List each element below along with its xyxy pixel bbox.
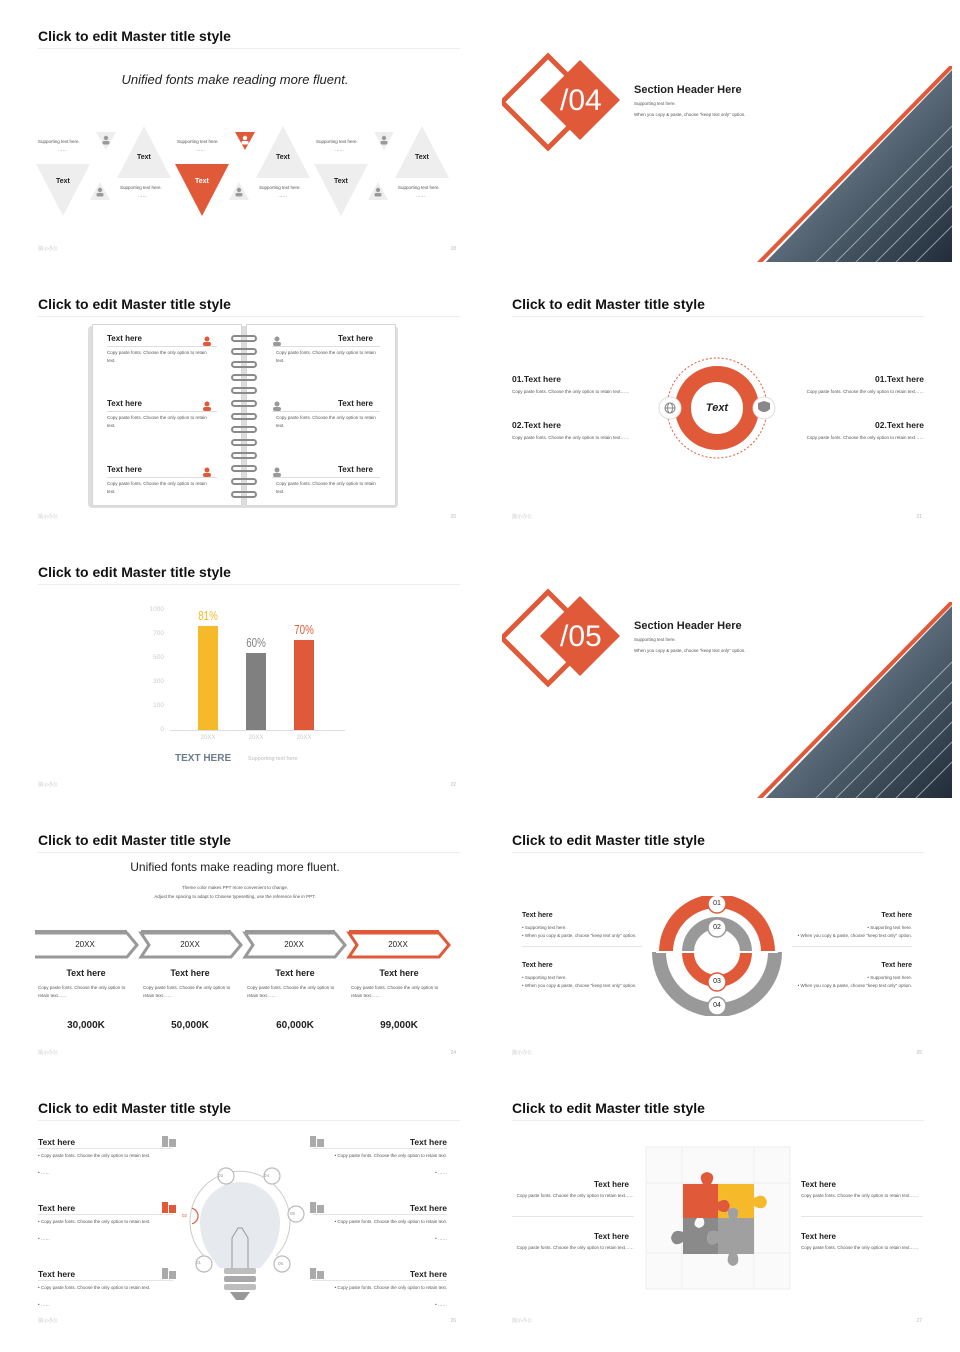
supporting-5: Supporting text here. bbox=[316, 139, 358, 144]
x-tick-label: 20XX bbox=[248, 735, 264, 741]
right-body-1: Copy paste fonts. Choose the only option to retain text…… bbox=[801, 1193, 919, 1198]
ring-label-4: 04 bbox=[713, 1002, 721, 1009]
left-body-2: Copy paste fonts. Choose the only option to retain text…… bbox=[516, 1245, 634, 1250]
left-b2-3: • …… bbox=[38, 1302, 50, 1307]
left-b1-3: • Copy paste fonts. Choose the only option to retain text. bbox=[38, 1285, 151, 1290]
footer: 演示办公 bbox=[38, 1318, 59, 1324]
step-year-4: 20XX bbox=[388, 940, 408, 949]
title-rule bbox=[38, 316, 460, 317]
user-icons-right bbox=[272, 336, 284, 486]
tri-text-4: Text bbox=[276, 154, 290, 161]
dots-4: …… bbox=[278, 193, 287, 198]
section-line2: When you copy & paste, choose "keep text only" option. bbox=[634, 648, 746, 653]
section-number: /05 bbox=[560, 620, 602, 653]
slide-25[interactable] bbox=[502, 812, 952, 1066]
slide-title: Click to edit Master title style bbox=[38, 296, 231, 312]
right-heading-1: Text here bbox=[801, 1180, 836, 1189]
step-head-2: Text here bbox=[170, 968, 210, 978]
section-05[interactable] bbox=[502, 544, 952, 798]
dots-5: …… bbox=[335, 147, 344, 152]
left-heading-3: Text here bbox=[107, 465, 142, 474]
right-heading-1: Text here bbox=[409, 1137, 447, 1147]
right-b2-3: • …… bbox=[435, 1302, 447, 1307]
chart-label: TEXT HERE bbox=[175, 753, 232, 764]
right-body-2: Copy paste fonts. Choose the only option to retain text. bbox=[276, 415, 376, 428]
slide-title: Click to edit Master title style bbox=[512, 296, 705, 312]
supporting-2: Supporting text here. bbox=[120, 185, 162, 190]
left-heading-2: Text here bbox=[522, 962, 553, 969]
section-header: Section Header Here bbox=[634, 620, 742, 632]
footer: 演示办公 bbox=[512, 1050, 533, 1056]
node-1: 01 bbox=[196, 1260, 202, 1265]
step-head-1: Text here bbox=[66, 968, 106, 978]
y-tick-label: 100 bbox=[153, 702, 164, 709]
right-b1-2: • Supporting text here. bbox=[867, 975, 912, 980]
title-rule bbox=[512, 316, 924, 317]
left-heading-2: Text here bbox=[107, 399, 142, 408]
title-rule bbox=[512, 852, 924, 853]
bar bbox=[246, 653, 266, 730]
tri-text-5: Text bbox=[334, 178, 348, 185]
left-heading-2: Text here bbox=[38, 1203, 76, 1213]
triangle-down-2 bbox=[175, 164, 229, 216]
node-5: 05 bbox=[290, 1211, 296, 1216]
right-b2-1: • …… bbox=[435, 1170, 447, 1175]
right-b2-2: • …… bbox=[435, 1236, 447, 1241]
slide-number: 20 bbox=[450, 514, 456, 520]
slide-number: 18 bbox=[450, 246, 456, 252]
y-tick-label: 0 bbox=[160, 726, 164, 733]
footer: 演示办公 bbox=[38, 782, 59, 788]
section-header: Section Header Here bbox=[634, 84, 742, 96]
slide-title: Click to edit Master title style bbox=[38, 28, 231, 44]
center-text: Text bbox=[705, 402, 729, 414]
title-rule bbox=[512, 1120, 924, 1121]
right-body-2: Copy paste fonts. Choose the only option to retain text…… bbox=[801, 1245, 919, 1250]
right-b1-1: • Supporting text here. bbox=[867, 925, 912, 930]
node-2: 02 bbox=[182, 1213, 188, 1218]
right-b1-3: • Copy paste fonts. Choose the only option to retain text. bbox=[334, 1285, 447, 1290]
x-tick-label: 20XX bbox=[296, 735, 312, 741]
bar-value-label: 70% bbox=[294, 622, 314, 638]
step-value-2: 50,000K bbox=[171, 1020, 209, 1031]
building-photo bbox=[748, 602, 952, 798]
right-heading-1: 01.Text here bbox=[875, 374, 924, 384]
right-body-3: Copy paste fonts. Choose the only option to retain text. bbox=[276, 481, 376, 494]
slide-number: 21 bbox=[916, 514, 922, 520]
left-b2-2: • When you copy & paste, choose "keep text only" option. bbox=[522, 983, 637, 988]
title-rule bbox=[38, 852, 460, 853]
left-body-3: Copy paste fonts. Choose the only option to retain text. bbox=[107, 481, 207, 494]
right-heading-2: Text here bbox=[409, 1203, 447, 1213]
supporting-1: Supporting text here. bbox=[38, 139, 80, 144]
right-heading-1: Text here bbox=[881, 912, 912, 919]
left-heading-2: 02.Text here bbox=[512, 420, 561, 430]
building-icons-right bbox=[310, 1136, 326, 1286]
step-year-3: 20XX bbox=[284, 940, 304, 949]
dots-3: …… bbox=[196, 147, 205, 152]
left-body-1: Copy paste fonts. Choose the only option to retain text…… bbox=[512, 389, 630, 394]
left-heading-1: 01.Text here bbox=[512, 374, 561, 384]
left-heading-1: Text here bbox=[522, 912, 553, 919]
slide-title: Click to edit Master title style bbox=[512, 1100, 705, 1116]
ring-label-1: 01 bbox=[713, 900, 721, 907]
triangle-down-3 bbox=[314, 164, 368, 216]
left-body-1: Copy paste fonts. Choose the only option to retain text…… bbox=[516, 1193, 634, 1198]
right-heading-2: Text here bbox=[881, 962, 912, 969]
slide-24[interactable] bbox=[10, 812, 460, 1066]
tri-text-3: Text bbox=[195, 178, 209, 185]
tri-text-6: Text bbox=[415, 154, 429, 161]
right-body-1: Copy paste fonts. Choose the only option to retain text…… bbox=[806, 389, 924, 394]
desc-line1: Theme color makes PPT more convenient to change. bbox=[181, 885, 289, 890]
title-rule bbox=[38, 584, 460, 585]
slide-18[interactable] bbox=[10, 8, 460, 262]
footer: 演示办公 bbox=[38, 1050, 59, 1056]
slide-22[interactable] bbox=[10, 544, 460, 798]
ring-diagram bbox=[652, 896, 782, 1016]
left-b2-1: • When you copy & paste, choose "keep text only" option. bbox=[522, 933, 637, 938]
building-icons-left bbox=[162, 1136, 178, 1286]
tri-text-2: Text bbox=[137, 154, 151, 161]
right-b1-1: • Copy paste fonts. Choose the only option to retain text. bbox=[334, 1153, 447, 1158]
ring-label-3: 03 bbox=[713, 978, 721, 985]
slide-20[interactable] bbox=[10, 276, 460, 530]
dots-2: …… bbox=[138, 193, 147, 198]
step-value-3: 60,000K bbox=[276, 1020, 314, 1031]
y-tick-label: 300 bbox=[153, 678, 164, 685]
bar-value-label: 81% bbox=[198, 608, 218, 624]
slide-title: Click to edit Master title style bbox=[38, 832, 231, 848]
dots-1: …… bbox=[58, 147, 67, 152]
chart-supporting: Supporting text here bbox=[248, 756, 298, 762]
section-04[interactable] bbox=[502, 8, 952, 262]
title-rule bbox=[38, 48, 460, 49]
section-line2: When you copy & paste, choose "keep text only" option. bbox=[634, 112, 746, 117]
section-number: /04 bbox=[560, 84, 602, 117]
footer: 演示办公 bbox=[512, 514, 533, 520]
left-body-2: Copy paste fonts. Choose the only option to retain text…… bbox=[512, 435, 630, 440]
right-b1-2: • Copy paste fonts. Choose the only option to retain text. bbox=[334, 1219, 447, 1224]
spiral-binding bbox=[230, 334, 258, 504]
tri-text-1: Text bbox=[56, 178, 70, 185]
section-line1: Supporting text here. bbox=[634, 101, 676, 106]
left-b1-2: • Supporting text here. bbox=[522, 975, 567, 980]
puzzle-graphic bbox=[645, 1146, 791, 1290]
dots-6: …… bbox=[416, 193, 425, 198]
left-b2-2: • …… bbox=[38, 1236, 50, 1241]
subtitle: Unified fonts make reading more fluent. bbox=[121, 72, 349, 87]
step-value-1: 30,000K bbox=[67, 1020, 105, 1031]
step-body-4: Copy paste fonts. Choose the only option to retain text…… bbox=[351, 985, 439, 998]
x-tick-label: 20XX bbox=[200, 735, 216, 741]
right-heading-2: Text here bbox=[801, 1232, 836, 1241]
supporting-3: Supporting text here. bbox=[177, 139, 219, 144]
y-tick-label: 1000 bbox=[149, 606, 164, 613]
left-heading-1: Text here bbox=[107, 334, 142, 343]
right-heading-3: Text here bbox=[338, 465, 373, 474]
bar bbox=[198, 626, 218, 730]
slide-21[interactable] bbox=[502, 276, 952, 530]
slide-number: 27 bbox=[916, 1318, 922, 1324]
left-b1-1: • Supporting text here. bbox=[522, 925, 567, 930]
right-body-2: Copy paste fonts. Choose the only option to retain text…… bbox=[806, 435, 924, 440]
user-icons-left bbox=[202, 336, 214, 486]
footer: 演示办公 bbox=[512, 1318, 533, 1324]
slide-number: 22 bbox=[450, 782, 456, 788]
left-body-2: Copy paste fonts. Choose the only option to retain text. bbox=[107, 415, 207, 428]
left-heading-1: Text here bbox=[38, 1137, 76, 1147]
left-b1-2: • Copy paste fonts. Choose the only option to retain text. bbox=[38, 1219, 151, 1224]
slide-number: 25 bbox=[916, 1050, 922, 1056]
right-heading-1: Text here bbox=[338, 334, 373, 343]
triangle-up-1 bbox=[117, 126, 171, 178]
left-body-1: Copy paste fonts. Choose the only option to retain text. bbox=[107, 350, 207, 363]
right-b2-2: • When you copy & paste, choose "keep text only" option. bbox=[797, 983, 912, 988]
section-line1: Supporting text here. bbox=[634, 637, 676, 642]
desc-line2: Adjust the spacing to adapt to Chinese typesetting, use the reference line in PPT. bbox=[154, 894, 316, 899]
step-head-3: Text here bbox=[275, 968, 315, 978]
triangle-row bbox=[30, 120, 450, 220]
building-photo bbox=[748, 66, 952, 262]
right-b2-1: • When you copy & paste, choose "keep text only" option. bbox=[797, 933, 912, 938]
subtitle: Unified fonts make reading more fluent. bbox=[130, 860, 340, 874]
left-heading-2: Text here bbox=[594, 1232, 629, 1241]
y-tick-label: 700 bbox=[153, 630, 164, 637]
left-heading-1: Text here bbox=[594, 1180, 629, 1189]
bar-chart bbox=[140, 600, 360, 750]
footer: 演示办公 bbox=[38, 514, 59, 520]
node-3: 03 bbox=[218, 1173, 224, 1178]
step-body-2: Copy paste fonts. Choose the only option to retain text…… bbox=[143, 985, 231, 998]
x-axis bbox=[170, 730, 345, 731]
slide-number: 26 bbox=[450, 1318, 456, 1324]
triangle-up-3 bbox=[395, 126, 449, 178]
slide-title: Click to edit Master title style bbox=[38, 564, 231, 580]
step-year-2: 20XX bbox=[180, 940, 200, 949]
step-body-3: Copy paste fonts. Choose the only option to retain text…… bbox=[247, 985, 335, 998]
triangle-down-1 bbox=[36, 164, 90, 216]
right-heading-2: 02.Text here bbox=[875, 420, 924, 430]
title-rule bbox=[38, 1120, 460, 1121]
left-heading-3: Text here bbox=[38, 1269, 76, 1279]
step-body-1: Copy paste fonts. Choose the only option to retain text…… bbox=[38, 985, 126, 998]
step-year-1: 20XX bbox=[75, 940, 95, 949]
bar bbox=[294, 640, 314, 730]
supporting-6: Supporting text here. bbox=[398, 185, 440, 190]
right-body-1: Copy paste fonts. Choose the only option to retain text. bbox=[276, 350, 376, 363]
slide-27[interactable] bbox=[502, 1080, 952, 1334]
slide-title: Click to edit Master title style bbox=[38, 1100, 231, 1116]
right-heading-2: Text here bbox=[338, 399, 373, 408]
step-head-4: Text here bbox=[379, 968, 419, 978]
bulb-nodes bbox=[192, 1164, 312, 1284]
right-heading-3: Text here bbox=[409, 1269, 447, 1279]
supporting-4: Supporting text here. bbox=[259, 185, 301, 190]
left-b2-1: • …… bbox=[38, 1170, 50, 1175]
step-value-4: 99,000K bbox=[380, 1020, 418, 1031]
footer: 演示办公 bbox=[38, 246, 59, 252]
slide-number: 24 bbox=[450, 1050, 456, 1056]
triangle-up-2 bbox=[256, 126, 310, 178]
node-4: 04 bbox=[264, 1173, 270, 1178]
slide-title: Click to edit Master title style bbox=[512, 832, 705, 848]
left-b1-1: • Copy paste fonts. Choose the only option to retain text. bbox=[38, 1153, 151, 1158]
slide-26[interactable] bbox=[10, 1080, 460, 1334]
bar-value-label: 60% bbox=[246, 635, 266, 651]
ring-label-2: 02 bbox=[713, 924, 721, 931]
node-6: 06 bbox=[278, 1261, 284, 1266]
y-tick-label: 500 bbox=[153, 654, 164, 661]
